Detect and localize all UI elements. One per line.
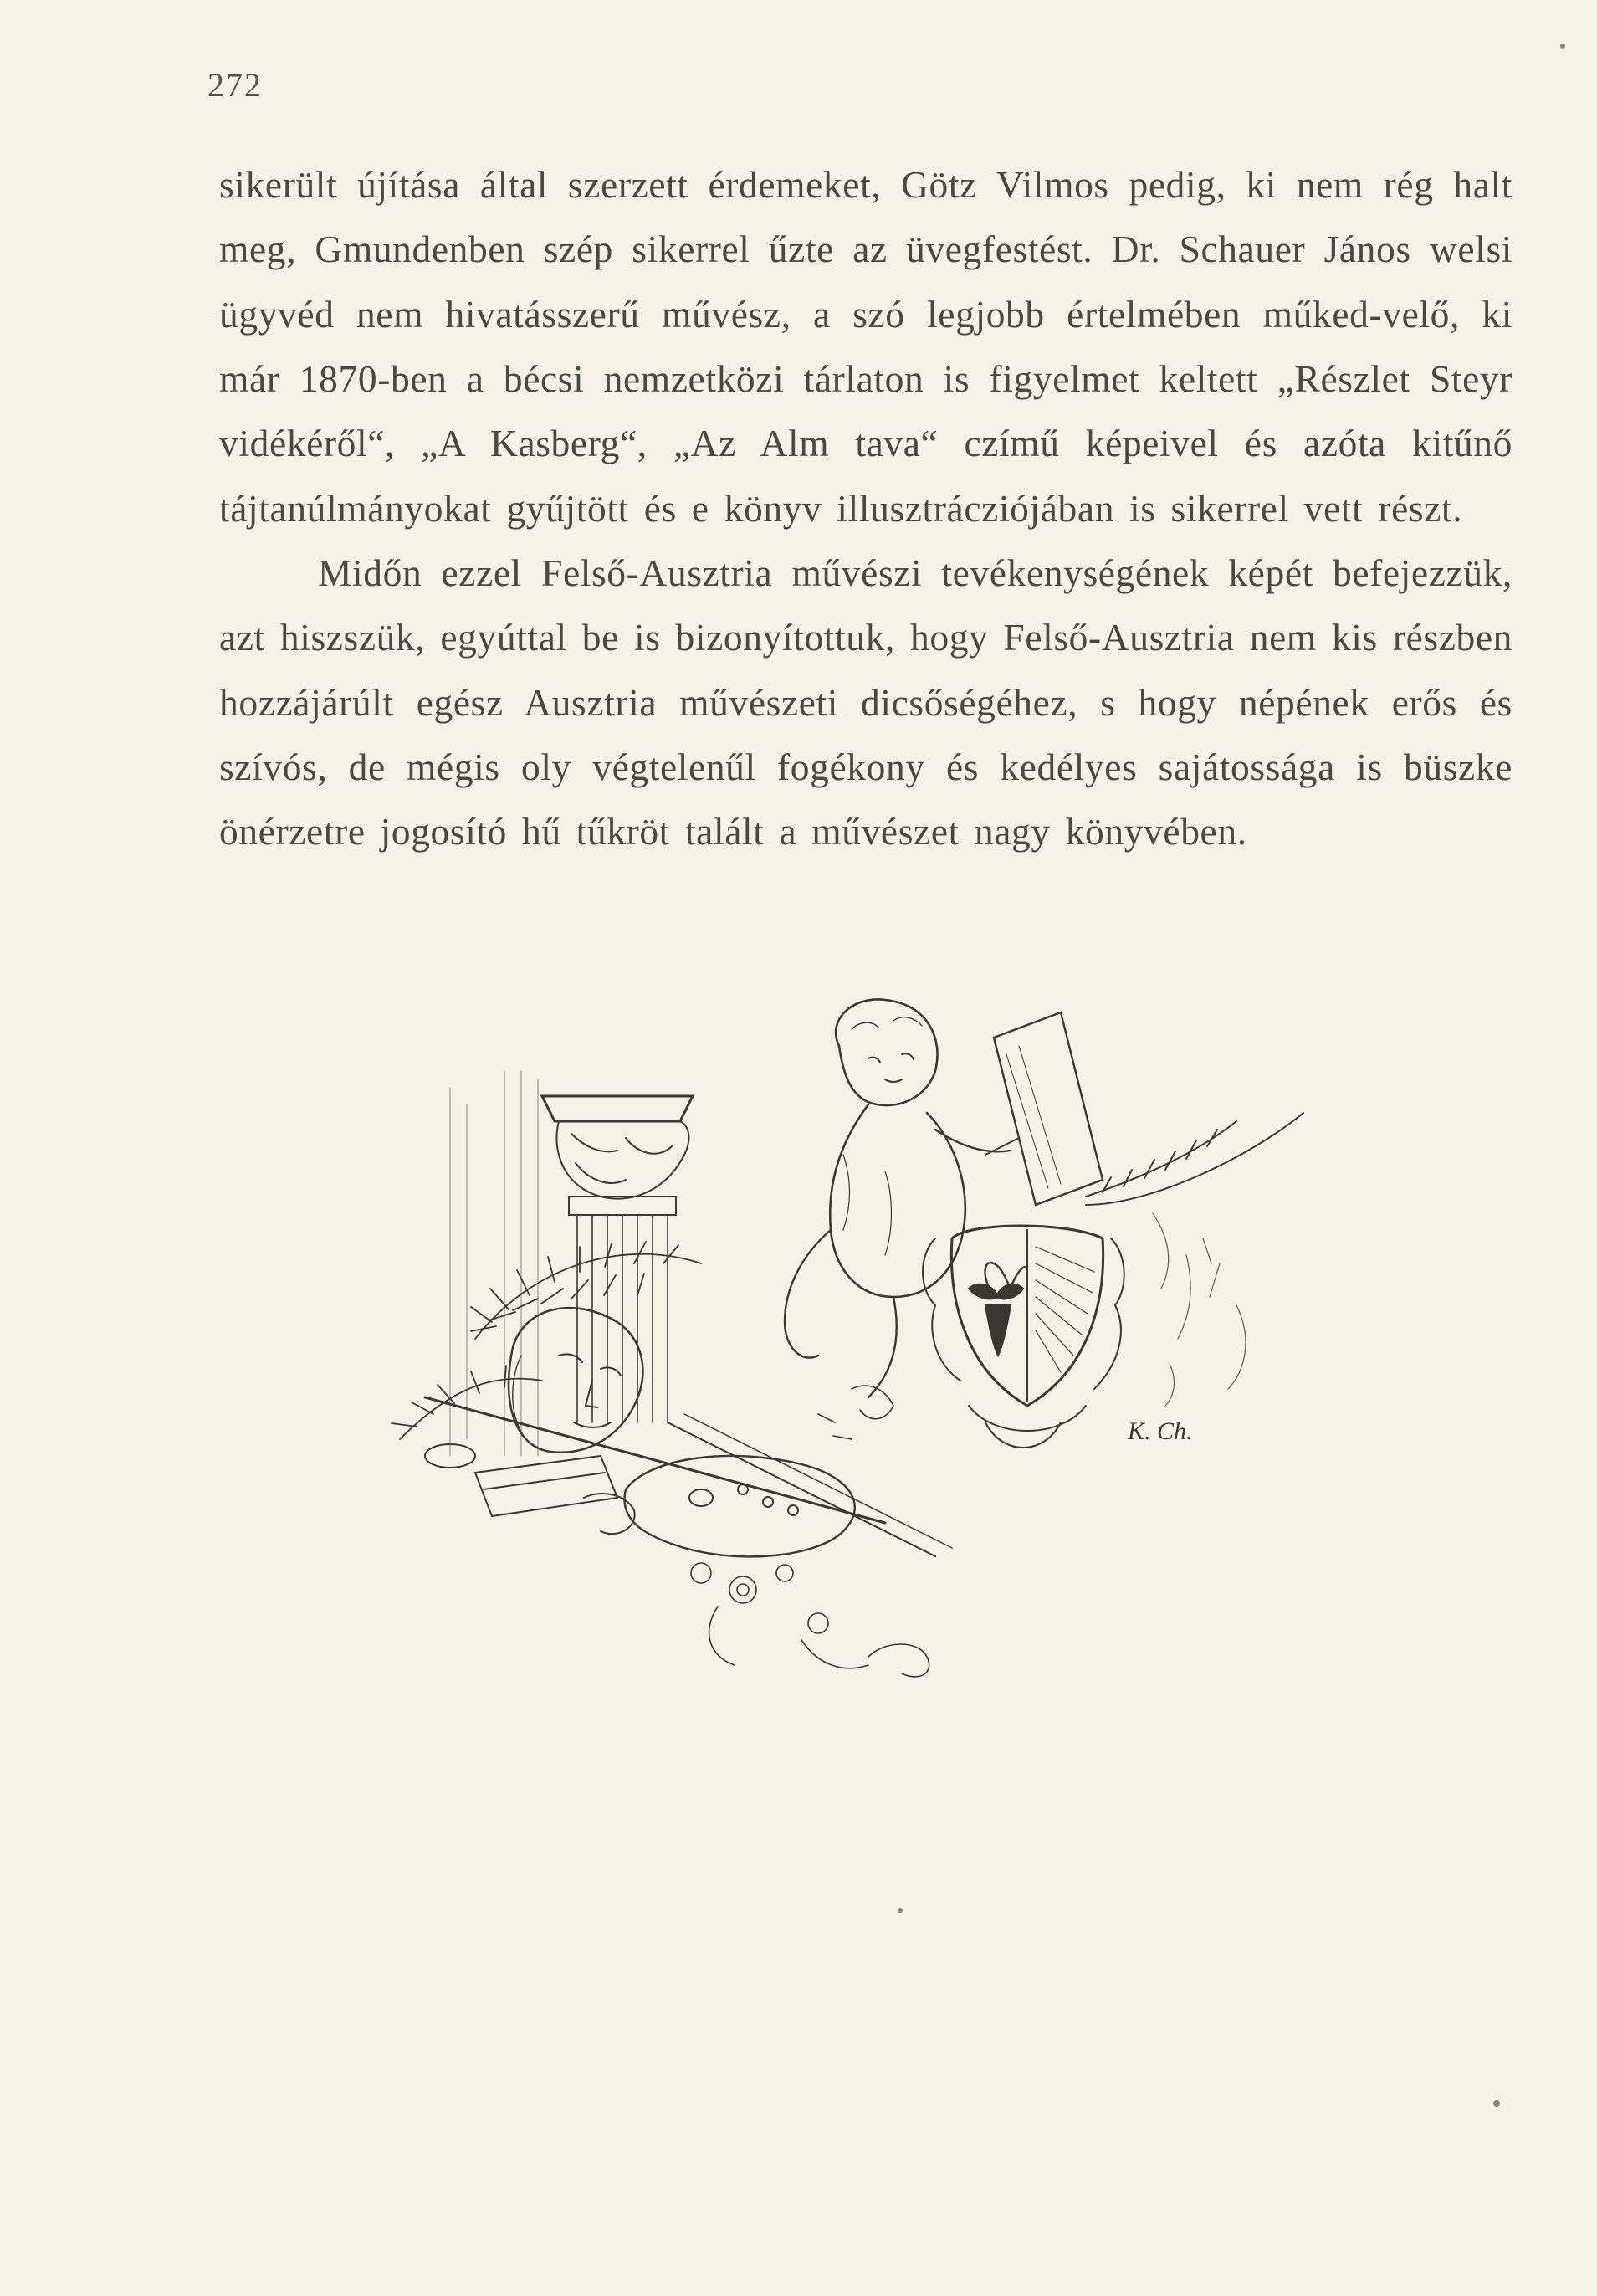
flowers-and-foliage: [691, 1386, 929, 1677]
laurel-wreath: [392, 1242, 701, 1439]
tailpiece-vignette: [350, 987, 1387, 1682]
books-and-scroll: [425, 1444, 635, 1534]
paper-speck: [1493, 2100, 1500, 2107]
paragraph-1: sikerült újítása által szerzett érdemeket, Götz Vilmos pedig, ki nem rég halt meg, Gmundenben szép sikerrel űzte az üvegfestést. Dr. Schauer János welsi ügyvéd nem hivatásszerű művész, a szó legjobb értelmében műked-velő, ki már 1870-ben a bécsi nemzetközi tárlaton is figyelmet keltett „Részlet Steyr vidékéről“, „A Kasberg“, „Az Alm tava“ czímű képeivel és azóta kitűnő tájtanúlmányokat gyűjtött és e könyv illusztrácziójában is sikerrel vett részt.: [219, 163, 1513, 530]
sketch-flourishes: [1153, 1213, 1246, 1406]
paper-speck: [1560, 44, 1565, 49]
page-number: 272: [207, 66, 263, 104]
paragraph-2: Midőn ezzel Felső-Ausztria művészi tevékenységének képét befejezzük, azt hiszszük, egyúttal be is bizonyítottuk, hogy Felső-Ausztria nem kis részben hozzájárúlt egész Ausztria művészeti dicsőségéhez, s hogy népének erős és szívós, de mégis oly végtelenűl fogékony és kedélyes sajátossága is büszke önérzetre jogosító hű tűkröt talált a művészet nagy könyvében.: [219, 551, 1513, 853]
artist-signature: K. Ch.: [1128, 1417, 1193, 1445]
cherub-figure: [785, 999, 1303, 1397]
corinthian-column: [450, 1071, 693, 1456]
body-text: [219, 152, 1513, 864]
vignette-drawing: [350, 987, 1387, 1682]
paper-speck: [898, 1908, 903, 1913]
